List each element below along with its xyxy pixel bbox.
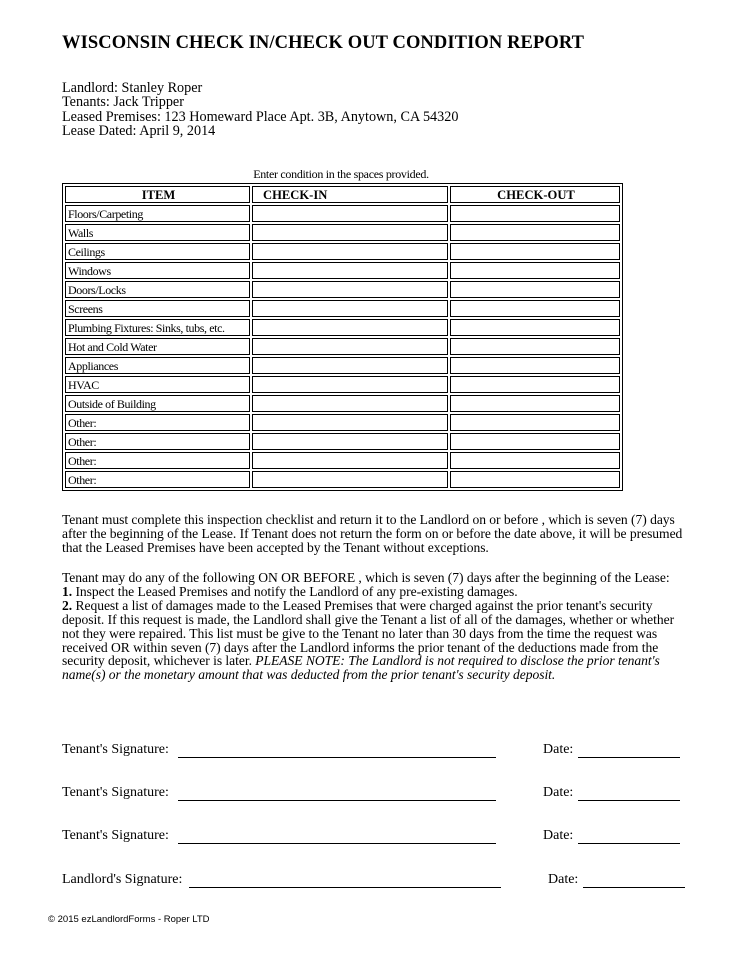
option-2 (62, 599, 692, 682)
table-row (65, 224, 620, 241)
item-cell: Outside of Building (65, 395, 250, 412)
check-out-cell[interactable] (450, 319, 620, 336)
tenant-options-paragraph (62, 571, 692, 682)
signature-line[interactable] (178, 757, 496, 758)
item-cell: Other: (65, 433, 250, 450)
check-out-cell[interactable] (450, 224, 620, 241)
signature-row-tenant-1 (62, 742, 682, 762)
check-out-cell[interactable] (450, 376, 620, 393)
page-title: WISCONSIN CHECK IN/CHECK OUT CONDITION REPORT (62, 33, 585, 53)
landlord-line: Landlord: Stanley Roper (62, 80, 203, 96)
signature-line[interactable] (178, 800, 496, 801)
date-label: Date: (548, 872, 579, 887)
signature-row-tenant-2 (62, 785, 682, 805)
signature-label: Tenant's Signature: (62, 828, 169, 843)
check-in-cell[interactable] (252, 471, 448, 488)
header-check-in: CHECK-IN (252, 186, 448, 203)
table-row (65, 376, 620, 393)
check-in-cell[interactable] (252, 338, 448, 355)
date-line[interactable] (583, 887, 685, 888)
item-cell: Windows (65, 262, 250, 279)
check-out-cell[interactable] (450, 243, 620, 260)
signature-line[interactable] (189, 887, 501, 888)
item-cell: Other: (65, 452, 250, 469)
item-cell: Hot and Cold Water (65, 338, 250, 355)
table-row (65, 452, 620, 469)
signature-row-landlord (62, 872, 682, 892)
item-cell: Ceilings (65, 243, 250, 260)
option-2-text: Request a list of damages made to the Leased Premises that were charged against the prior tenant's security deposit. If this request is made, the Landlord shall give the Tenant a list of all of the damages, whether or whether not they were repaired. This list must be give to the Tenant no later than 30 days from the time the request was received OR within seven (7) days after the Landlord informs the prior tenant of the deductions made from the security deposit, whichever is later. (62, 597, 675, 669)
check-out-cell[interactable] (450, 414, 620, 431)
check-out-cell[interactable] (450, 433, 620, 450)
table-row (65, 281, 620, 298)
check-in-cell[interactable] (252, 357, 448, 374)
lease-info (62, 81, 458, 138)
tenant-options-intro: Tenant may do any of the following ON OR BEFORE , which is seven (7) days after the beginning of the Lease: (62, 570, 670, 585)
item-cell: Appliances (65, 357, 250, 374)
signature-line[interactable] (178, 843, 496, 844)
table-row (65, 338, 620, 355)
item-cell: Other: (65, 414, 250, 431)
check-in-cell[interactable] (252, 224, 448, 241)
date-line[interactable] (578, 843, 680, 844)
item-cell: Screens (65, 300, 250, 317)
table-row (65, 243, 620, 260)
check-in-cell[interactable] (252, 433, 448, 450)
header-item: ITEM (65, 186, 250, 203)
date-line[interactable] (578, 800, 680, 801)
lease-dated-line: Lease Dated: April 9, 2014 (62, 122, 216, 139)
table-row (65, 433, 620, 450)
table-header-row (65, 186, 620, 203)
signature-label: Landlord's Signature: (62, 872, 183, 887)
header-check-out: CHECK-OUT (450, 186, 620, 203)
date-label: Date: (543, 742, 574, 757)
table-row (65, 262, 620, 279)
check-in-cell[interactable] (252, 452, 448, 469)
date-label: Date: (543, 828, 574, 843)
check-in-cell[interactable] (252, 205, 448, 222)
signature-label: Tenant's Signature: (62, 742, 169, 757)
check-in-cell[interactable] (252, 414, 448, 431)
check-in-cell[interactable] (252, 300, 448, 317)
tenants-line: Tenants: Jack Tripper (62, 94, 184, 111)
check-out-cell[interactable] (450, 471, 620, 488)
check-out-cell[interactable] (450, 300, 620, 317)
please-note: PLEASE NOTE: The Landlord is not required to disclose the prior tenant's name(s) or the monetary amount that was deducted from the prior tenant's security deposit. (62, 653, 660, 683)
option-2-number: 2. (62, 597, 73, 613)
check-in-cell[interactable] (252, 376, 448, 393)
check-out-cell[interactable] (450, 338, 620, 355)
item-cell: Doors/Locks (65, 281, 250, 298)
table-row (65, 395, 620, 412)
option-1-number: 1. (62, 583, 73, 599)
return-checklist-paragraph: Tenant must complete this inspection checklist and return it to the Landlord on or before , which is seven (7) days after the beginning of the Lease. If Tenant does not return the form on or before the date above, it will be presumed that the Leased Premises have been accepted by the Tenant without exceptions. (62, 512, 683, 555)
table-row (65, 357, 620, 374)
table-caption: Enter condition in the spaces provided. (253, 167, 429, 181)
check-out-cell[interactable] (450, 357, 620, 374)
table-row (65, 205, 620, 222)
table-row (65, 414, 620, 431)
check-in-cell[interactable] (252, 281, 448, 298)
item-cell: Floors/Carpeting (65, 205, 250, 222)
check-out-cell[interactable] (450, 395, 620, 412)
signature-label: Tenant's Signature: (62, 785, 169, 800)
date-line[interactable] (578, 757, 680, 758)
item-cell: Other: (65, 471, 250, 488)
copyright-footer: © 2015 ezLandlordForms - Roper LTD (48, 914, 210, 925)
check-out-cell[interactable] (450, 281, 620, 298)
condition-table (62, 183, 623, 491)
date-label: Date: (543, 785, 574, 800)
item-cell: Walls (65, 224, 250, 241)
item-cell: HVAC (65, 376, 250, 393)
option-1-text: Inspect the Leased Premises and notify the Landlord of any pre-existing damages. (72, 583, 518, 599)
check-out-cell[interactable] (450, 262, 620, 279)
check-out-cell[interactable] (450, 205, 620, 222)
item-cell: Plumbing Fixtures: Sinks, tubs, etc. (65, 319, 250, 336)
table-row (65, 300, 620, 317)
check-in-cell[interactable] (252, 395, 448, 412)
signature-row-tenant-3 (62, 828, 682, 848)
check-in-cell[interactable] (252, 243, 448, 260)
check-in-cell[interactable] (252, 319, 448, 336)
premises-line: Leased Premises: 123 Homeward Place Apt. 3B, Anytown, CA 54320 (62, 108, 459, 125)
option-1 (62, 585, 692, 599)
table-row (65, 319, 620, 336)
check-out-cell[interactable] (450, 452, 620, 469)
check-in-cell[interactable] (252, 262, 448, 279)
table-row (65, 471, 620, 488)
